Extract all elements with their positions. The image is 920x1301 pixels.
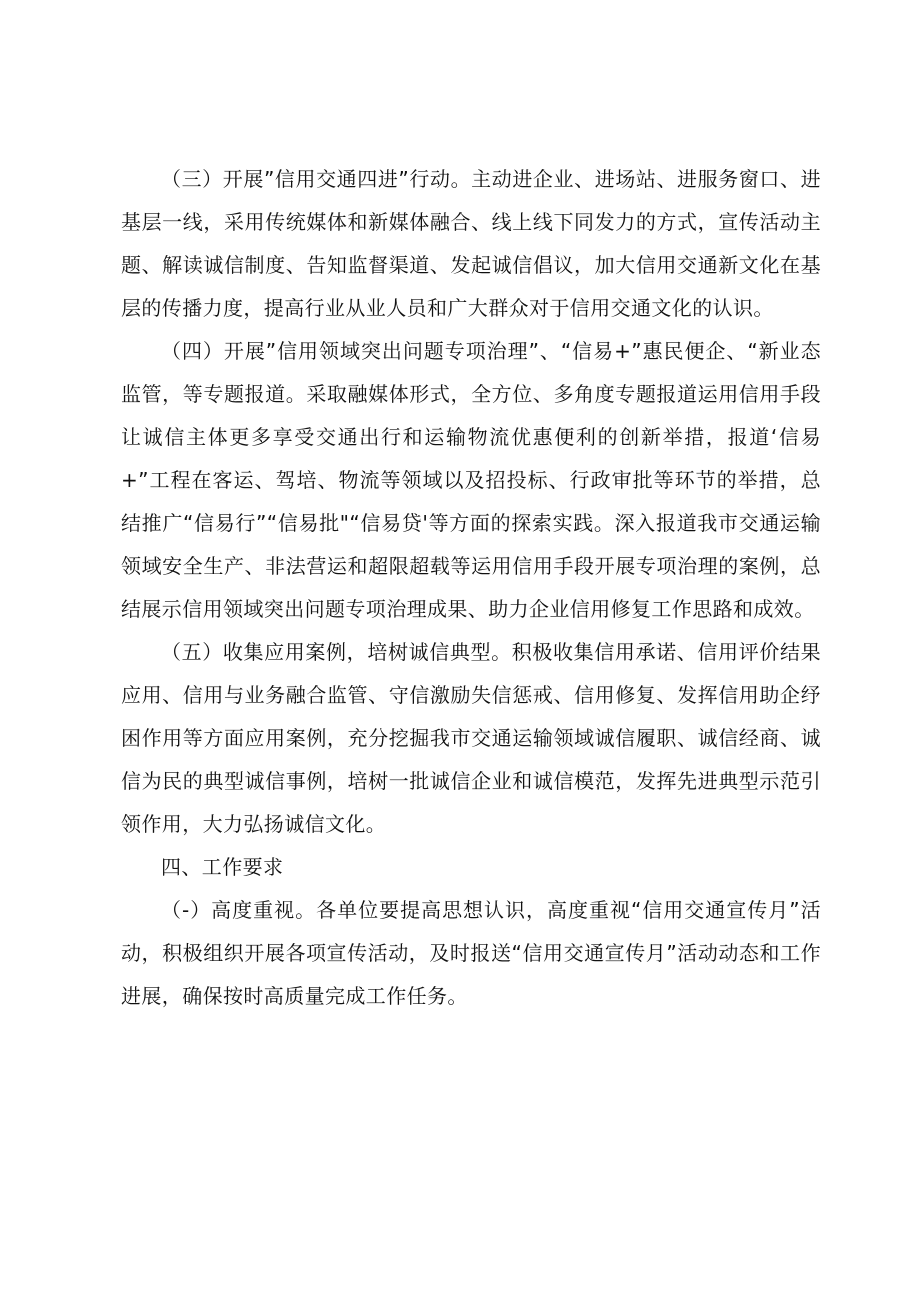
paragraph-item-5: （五）收集应用案例，培树诚信典型。积极收集信用承诺、信用评价结果应用、信用与业务融合监管、守信激励失信惩戒、信用修复、发挥信用助企纾困作用等方面应用案例，充分挖掘我市交通运输领域诚信履职、诚信经商、诚信为民的典型诚信事例，培树一批诚信企业和诚信模范，发挥先进典型示范引领作用，大力弘扬诚信文化。: [121, 640, 821, 836]
document-body: [121, 158, 821, 1018]
section-heading-work-requirements: 四、工作要求: [161, 855, 284, 879]
paragraph-item-3: （三）开展”信用交通四进”行动。主动进企业、进场站、进服务窗口、进基层一线，采用传统媒体和新媒体融合、线上线下同发力的方式，宣传活动主题、解读诚信制度、告知监督渠道、发起诚信倡议，加大信用交通新文化在基层的传播力度，提高行业从业人员和广大群众对于信用交通文化的认识。: [121, 167, 821, 320]
paragraph-requirement-1: （-）高度重视。各单位要提高思想认识，高度重视“信用交通宣传月”活动，积极组织开展各项宣传活动，及时报送“信用交通宣传月”活动动态和工作进展，确保按时高质量完成工作任务。: [121, 898, 821, 1008]
paragraph-item-4: （四）开展”信用领域突出问题专项治理”、“信易+”惠民便企、“新业态监管，等专题报道。采取融媒体形式，全方位、多角度专题报道运用信用手段让诚信主体更多享受交通出行和运输物流优惠便利的创新举措，报道‘信易+”工程在客运、驾培、物流等领域以及招投标、行政审批等环节的举措，总结推广“信易行”“信易批"“信易贷'等方面的探索实践。深入报道我市交通运输领域安全生产、非法营运和超限超载等运用信用手段开展专项治理的案例，总结展示信用领域突出问题专项治理成果、助力企业信用修复工作思路和成效。: [121, 339, 821, 621]
